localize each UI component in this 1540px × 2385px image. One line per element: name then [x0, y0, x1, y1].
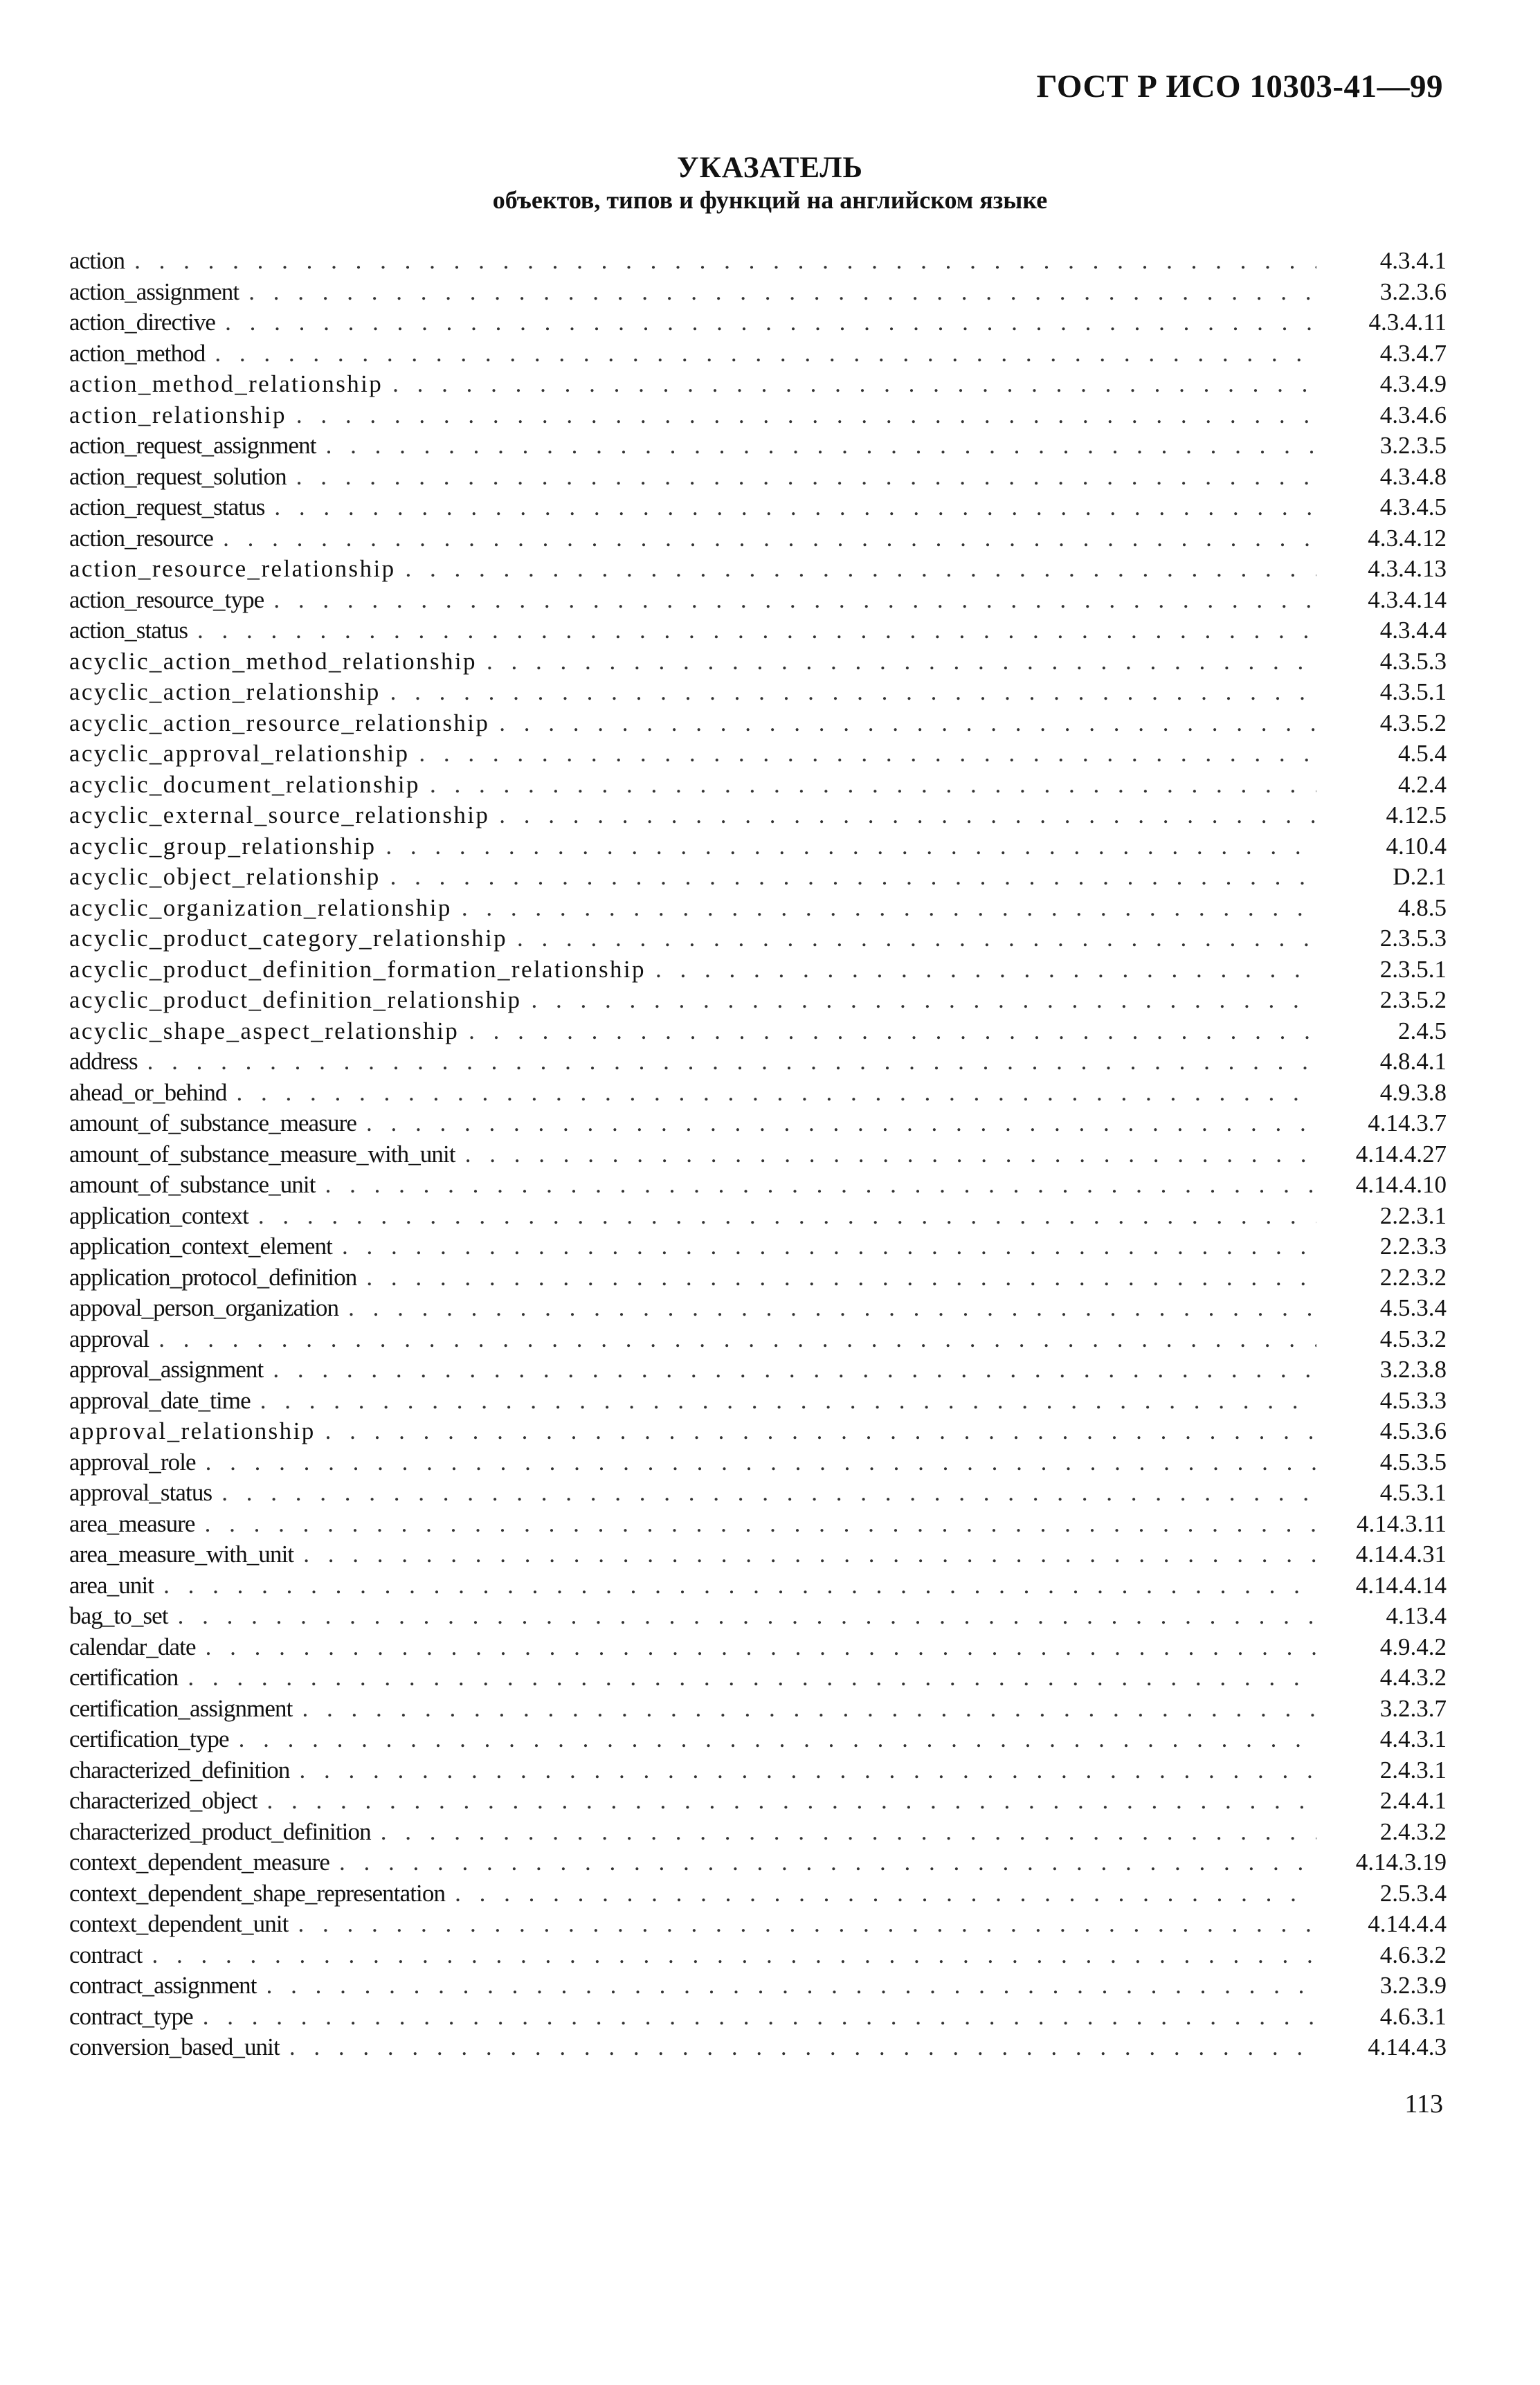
index-term: bag_to_set [69, 1602, 168, 1629]
dot-leader [339, 1847, 1316, 1878]
index-term: action_resource [69, 524, 214, 552]
index-term: action_assignment [69, 278, 239, 305]
index-term: contract [69, 1941, 143, 1968]
section-reference: 4.6.3.2 [1379, 1941, 1447, 1968]
section-reference: D.2.1 [1393, 863, 1447, 890]
index-entry [69, 1354, 1447, 1386]
dot-leader [386, 831, 1316, 862]
index-term: characterized_object [69, 1787, 257, 1814]
index-term: contract_type [69, 2002, 193, 2030]
dot-leader [158, 1324, 1316, 1355]
index-entry [69, 1724, 1447, 1755]
section-reference: 4.3.4.12 [1368, 524, 1447, 552]
index-entry [69, 1970, 1447, 2002]
index-entry [69, 1940, 1447, 1971]
section-reference: 4.3.4.5 [1379, 493, 1447, 520]
index-term: action_request_status [69, 493, 265, 520]
index-entry [69, 1324, 1447, 1355]
index-term: action_request_assignment [69, 432, 316, 459]
dot-leader [430, 770, 1316, 801]
section-reference: 4.3.4.13 [1368, 555, 1447, 582]
index-term: action_resource_type [69, 586, 264, 613]
section-reference: 4.5.3.6 [1379, 1417, 1447, 1444]
section-reference: 4.14.4.4 [1368, 1910, 1447, 1937]
section-reference: 4.14.4.14 [1355, 1571, 1447, 1599]
index-entry [69, 492, 1447, 523]
section-reference: 4.14.3.7 [1368, 1109, 1447, 1136]
index-term: characterized_product_definition [69, 1817, 371, 1845]
index-term: acyclic_object_relationship [69, 863, 381, 890]
index-term: acyclic_action_relationship [69, 678, 381, 705]
dot-leader [366, 1262, 1316, 1294]
index-term: acyclic_product_category_relationship [69, 925, 508, 952]
index-term: acyclic_shape_aspect_relationship [69, 1017, 460, 1044]
index-term: action_status [69, 617, 188, 644]
dot-leader [239, 1724, 1316, 1755]
index-term: amount_of_substance_unit [69, 1171, 316, 1198]
index-term: action_request_solution [69, 462, 287, 490]
dot-leader [188, 1662, 1316, 1694]
index-term: application_protocol_definition [69, 1263, 357, 1291]
index-entry [69, 462, 1447, 493]
dot-leader [419, 738, 1316, 770]
section-reference: 4.13.4 [1386, 1602, 1447, 1629]
index-term: acyclic_product_definition_relationship [69, 986, 522, 1013]
index-entry [69, 1847, 1447, 1878]
section-reference: 4.5.3.3 [1379, 1386, 1447, 1414]
dot-leader [455, 1878, 1316, 1910]
index-entry [69, 738, 1447, 770]
index-entry [69, 400, 1447, 431]
index-entry [69, 893, 1447, 924]
dot-leader [197, 615, 1316, 646]
dot-leader [206, 1632, 1316, 1663]
section-reference: 4.5.4 [1398, 740, 1447, 767]
index-term: acyclic_external_source_relationship [69, 801, 490, 828]
section-reference: 4.5.3.1 [1379, 1479, 1447, 1506]
index-term: context_dependent_unit [69, 1910, 289, 1937]
dot-leader [205, 1509, 1316, 1540]
index-entry [69, 1262, 1447, 1294]
dot-leader [134, 246, 1316, 277]
index-list [69, 246, 1447, 2063]
section-reference: 4.14.4.31 [1355, 1541, 1447, 1568]
index-entry [69, 708, 1447, 739]
index-term: area_measure [69, 1509, 195, 1537]
index-term: contract_assignment [69, 1972, 257, 1999]
dot-leader [366, 1108, 1316, 1139]
dot-leader [517, 923, 1316, 954]
dot-leader [225, 307, 1316, 338]
index-term: context_dependent_measure [69, 1849, 329, 1876]
index-entry [69, 523, 1447, 554]
dot-leader [203, 2002, 1316, 2033]
section-reference: 4.8.4.1 [1379, 1048, 1447, 1075]
index-entry [69, 1662, 1447, 1694]
dot-leader [303, 1539, 1316, 1570]
index-entry [69, 1201, 1447, 1232]
index-entry [69, 1386, 1447, 1417]
dot-leader [348, 1293, 1316, 1324]
index-entry [69, 677, 1447, 708]
index-entry [69, 1478, 1447, 1509]
index-entry [69, 1601, 1447, 1632]
index-title: УКАЗАТЕЛЬ [677, 152, 863, 184]
index-entry [69, 1170, 1447, 1201]
index-entry [69, 585, 1447, 616]
dot-leader [206, 1447, 1316, 1478]
dot-leader [487, 646, 1316, 678]
section-reference: 4.3.5.2 [1379, 709, 1447, 736]
dot-leader [499, 800, 1316, 831]
index-entry [69, 1447, 1447, 1478]
dot-leader [325, 1416, 1316, 1447]
dot-leader [655, 954, 1316, 986]
section-reference: 4.14.4.27 [1355, 1140, 1447, 1168]
index-entry [69, 1293, 1447, 1324]
dot-leader [390, 677, 1316, 708]
index-term: application_context_element [69, 1233, 332, 1260]
section-reference: 2.4.3.2 [1379, 1817, 1447, 1845]
section-reference: 4.2.4 [1398, 770, 1447, 798]
index-entry [69, 246, 1447, 277]
section-reference: 3.2.3.7 [1379, 1694, 1447, 1722]
section-reference: 3.2.3.6 [1379, 278, 1447, 305]
index-entry [69, 954, 1447, 986]
section-reference: 2.2.3.2 [1379, 1263, 1447, 1291]
dot-leader [289, 2032, 1316, 2063]
index-term: action [69, 247, 125, 274]
dot-leader [392, 369, 1316, 400]
index-entry [69, 2002, 1447, 2033]
index-term: acyclic_product_definition_formation_relationship [69, 955, 646, 983]
index-term: application_context [69, 1201, 248, 1229]
index-term: action_resource_relationship [69, 555, 396, 582]
index-term: certification [69, 1664, 179, 1691]
index-entry [69, 770, 1447, 801]
dot-leader [300, 1755, 1317, 1786]
index-entry [69, 615, 1447, 646]
index-entry [69, 1632, 1447, 1663]
section-reference: 3.2.3.5 [1379, 432, 1447, 459]
section-reference: 4.8.5 [1398, 894, 1447, 921]
section-reference: 4.4.3.2 [1379, 1664, 1447, 1691]
index-entry [69, 307, 1447, 338]
section-reference: 4.3.5.3 [1379, 647, 1447, 675]
page-number: 113 [1404, 2089, 1443, 2119]
section-reference: 2.3.5.1 [1379, 955, 1447, 983]
section-reference: 2.4.5 [1398, 1017, 1447, 1044]
index-entry [69, 1878, 1447, 1910]
dot-leader [223, 523, 1316, 554]
index-entry [69, 1909, 1447, 1940]
index-entry [69, 1509, 1447, 1540]
section-reference: 4.14.4.3 [1368, 2033, 1447, 2060]
section-reference: 4.3.4.11 [1368, 309, 1447, 336]
section-reference: 2.2.3.1 [1379, 1201, 1447, 1229]
index-entry [69, 862, 1447, 893]
index-entry [69, 338, 1447, 370]
index-term: acyclic_group_relationship [69, 832, 377, 860]
dot-leader [381, 1817, 1316, 1848]
index-term: certification_assignment [69, 1694, 293, 1722]
dot-leader [406, 554, 1317, 585]
dot-leader [390, 862, 1316, 893]
dot-leader [273, 1354, 1316, 1386]
index-term: approval_role [69, 1448, 196, 1476]
index-entry [69, 1817, 1447, 1848]
index-term: approval_date_time [69, 1386, 251, 1414]
section-reference: 2.5.3.4 [1379, 1879, 1447, 1907]
dot-leader [163, 1570, 1316, 1602]
index-term: acyclic_organization_relationship [69, 894, 452, 921]
index-entry [69, 1694, 1447, 1725]
index-term: area_unit [69, 1571, 154, 1599]
index-term: calendar_date [69, 1633, 196, 1660]
dot-leader [237, 1078, 1316, 1109]
page-header: ГОСТ Р ИСО 10303-41—99 [1036, 69, 1443, 105]
section-reference: 4.3.4.14 [1368, 586, 1447, 613]
index-entry [69, 369, 1447, 400]
index-entry [69, 1570, 1447, 1602]
index-entry [69, 646, 1447, 678]
index-entry [69, 831, 1447, 862]
index-term: area_measure_with_unit [69, 1541, 294, 1568]
index-term: approval [69, 1325, 150, 1352]
index-term: action_directive [69, 309, 216, 336]
dot-leader [296, 462, 1316, 493]
index-term: characterized_definition [69, 1756, 290, 1784]
index-entry [69, 554, 1447, 585]
index-entry [69, 1139, 1447, 1170]
index-entry [69, 1416, 1447, 1447]
section-reference: 4.3.4.6 [1379, 401, 1447, 428]
section-reference: 4.5.3.2 [1379, 1325, 1447, 1352]
index-term: action_method [69, 339, 206, 367]
section-reference: 2.2.3.3 [1379, 1233, 1447, 1260]
section-reference: 2.3.5.2 [1379, 986, 1447, 1013]
dot-leader [325, 1170, 1316, 1201]
index-term: action_relationship [69, 401, 287, 428]
index-term: action_method_relationship [69, 370, 383, 397]
section-reference: 2.4.4.1 [1379, 1787, 1447, 1814]
dot-leader [152, 1940, 1316, 1971]
dot-leader [248, 277, 1316, 308]
section-reference: 4.14.4.10 [1355, 1171, 1447, 1198]
section-reference: 4.3.4.4 [1379, 617, 1447, 644]
index-entry [69, 1016, 1447, 1047]
index-term: certification_type [69, 1725, 229, 1752]
dot-leader [531, 985, 1316, 1016]
index-entry [69, 1231, 1447, 1262]
index-term: conversion_based_unit [69, 2033, 280, 2060]
dot-leader [267, 1786, 1316, 1817]
dot-leader [462, 893, 1316, 924]
index-entry [69, 1755, 1447, 1786]
index-entry [69, 2032, 1447, 2063]
index-term: amount_of_substance_measure_with_unit [69, 1140, 455, 1168]
section-reference: 4.3.4.7 [1379, 339, 1447, 367]
section-reference: 4.3.5.1 [1379, 678, 1447, 705]
section-reference: 3.2.3.8 [1379, 1356, 1447, 1383]
index-term: acyclic_approval_relationship [69, 740, 410, 767]
index-entry [69, 277, 1447, 308]
dot-leader [296, 400, 1316, 431]
index-entry [69, 1078, 1447, 1109]
index-term: ahead_or_behind [69, 1078, 227, 1106]
dot-leader [469, 1016, 1316, 1047]
section-reference: 2.3.5.3 [1379, 925, 1447, 952]
section-reference: 4.9.3.8 [1379, 1078, 1447, 1106]
index-term: approval_assignment [69, 1356, 264, 1383]
index-term: context_dependent_shape_representation [69, 1879, 446, 1907]
dot-leader [147, 1046, 1316, 1078]
index-term: appoval_person_organization [69, 1294, 339, 1321]
section-reference: 3.2.3.9 [1379, 1972, 1447, 1999]
section-reference: 4.3.4.9 [1379, 370, 1447, 397]
index-term: approval_status [69, 1479, 212, 1506]
index-entry [69, 985, 1447, 1016]
index-entry [69, 1539, 1447, 1570]
index-entry [69, 430, 1447, 462]
index-entry [69, 923, 1447, 954]
index-entry [69, 1046, 1447, 1078]
index-term: amount_of_substance_measure [69, 1109, 357, 1136]
index-subtitle: объектов, типов и функций на английском языке [492, 186, 1048, 214]
section-reference: 4.9.4.2 [1379, 1633, 1447, 1660]
section-reference: 4.4.3.1 [1379, 1725, 1447, 1752]
dot-leader [266, 1970, 1316, 2002]
section-reference: 4.5.3.4 [1379, 1294, 1447, 1321]
index-term: acyclic_action_method_relationship [69, 647, 477, 675]
section-reference: 4.6.3.1 [1379, 2002, 1447, 2030]
index-term: acyclic_document_relationship [69, 770, 420, 798]
dot-leader [342, 1231, 1316, 1262]
index-entry [69, 1786, 1447, 1817]
dot-leader [465, 1139, 1316, 1170]
dot-leader [260, 1386, 1316, 1417]
dot-leader [258, 1201, 1316, 1232]
section-reference: 4.3.4.8 [1379, 462, 1447, 490]
dot-leader [326, 430, 1316, 462]
dot-leader [302, 1694, 1316, 1725]
index-term: address [69, 1048, 138, 1075]
dot-leader [178, 1601, 1316, 1632]
dot-leader [499, 708, 1316, 739]
index-entry [69, 800, 1447, 831]
section-reference: 4.12.5 [1386, 801, 1447, 828]
index-entry [69, 1108, 1447, 1139]
section-reference: 4.3.4.1 [1379, 247, 1447, 274]
section-reference: 4.14.3.11 [1357, 1509, 1447, 1537]
dot-leader [274, 492, 1316, 523]
section-reference: 4.10.4 [1386, 832, 1447, 860]
dot-leader [298, 1909, 1317, 1940]
dot-leader [273, 585, 1316, 616]
index-term: approval_relationship [69, 1417, 316, 1444]
section-reference: 4.5.3.5 [1379, 1448, 1447, 1476]
section-reference: 2.4.3.1 [1379, 1756, 1447, 1784]
index-term: acyclic_action_resource_relationship [69, 709, 490, 736]
section-reference: 4.14.3.19 [1355, 1849, 1447, 1876]
dot-leader [215, 338, 1316, 370]
dot-leader [221, 1478, 1316, 1509]
